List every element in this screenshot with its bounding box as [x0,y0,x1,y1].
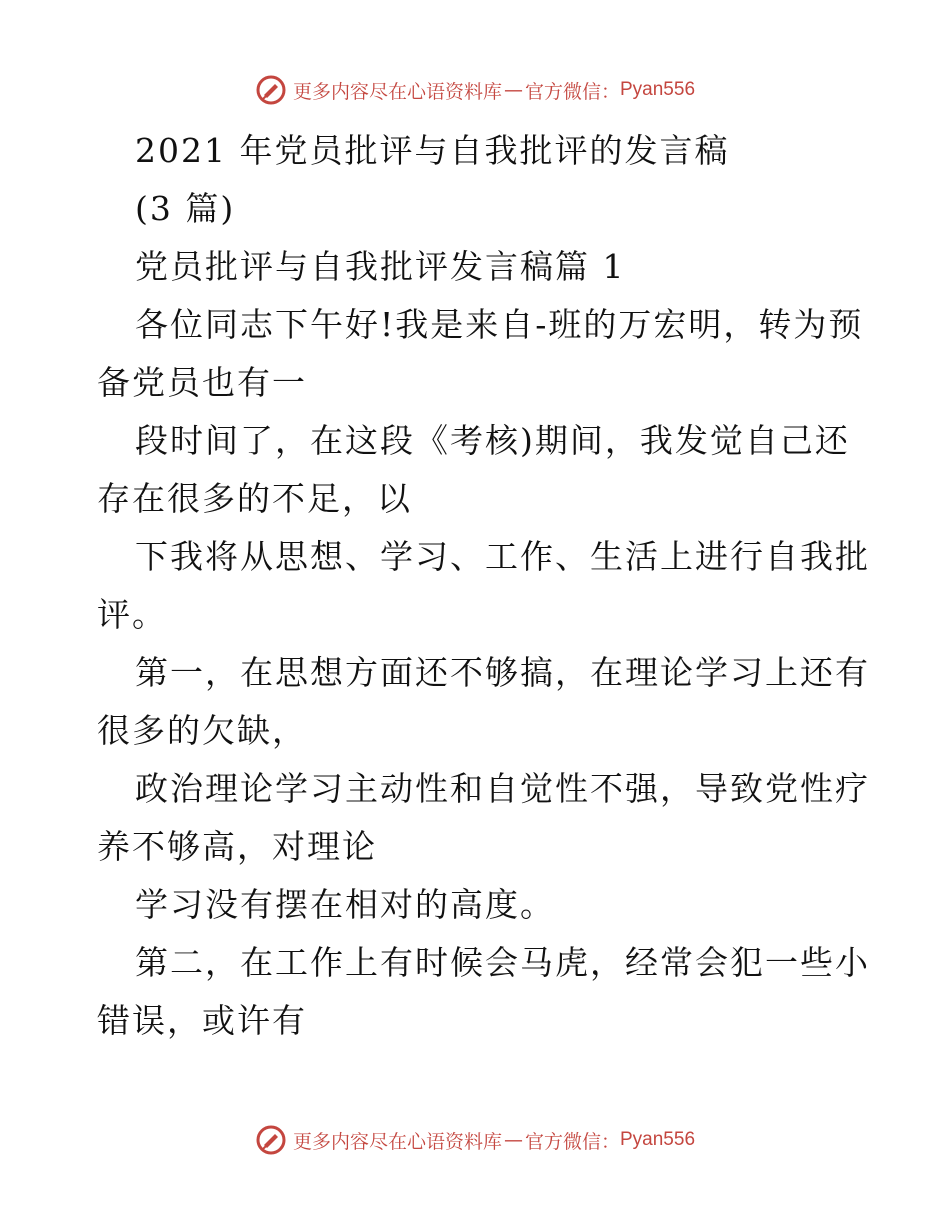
paragraph-line: 各位同志下午好!我是来自-班的万宏明，转为预 [135,305,864,344]
paragraph-line: 政治理论学习主动性和自觉性不强，导致党性疗 [135,769,870,808]
header-library-text: 更多内容尽在心语资料库 [292,80,502,103]
document-body [97,122,870,1050]
paragraph-line: 下我将从思想、学习、工作、生活上进行自我批 [135,537,870,576]
header-separator: — [503,79,523,101]
paragraph-line: 错误，或许有 [97,1001,307,1040]
paragraph-line: 很多的欠缺， [97,711,307,750]
paragraph-line: 第一，在思想方面还不够搞，在理论学习上还有 [135,653,870,692]
footer-wechat-label: 官方微信： [524,1130,620,1153]
paragraph-line: 学习没有摆在相对的高度。 [135,885,555,924]
document-title-line-2: (3 篇) [135,189,236,228]
paragraph-line: 评。 [97,595,167,634]
brand-logo-icon [255,1124,287,1156]
footer-separator: — [503,1129,523,1151]
paragraph-line: 第二，在工作上有时候会马虎，经常会犯一些小 [135,943,870,982]
header-wechat-id: Pyan556 [620,79,696,100]
footer-banner [0,1120,950,1160]
footer-library-text: 更多内容尽在心语资料库 [292,1130,502,1153]
section-heading: 党员批评与自我批评发言稿篇 1 [135,247,626,286]
paragraph-line: 养不够高，对理论 [97,827,377,866]
paragraph-line: 段时间了，在这段《考核)期间，我发觉自己还 [135,421,850,460]
paragraph-line: 存在很多的不足，以 [97,479,412,518]
brand-logo-icon [255,74,287,106]
footer-wechat-id: Pyan556 [620,1129,696,1150]
paragraph-line: 备党员也有一 [97,363,307,402]
header-banner [0,70,950,110]
document-title-line-1: 2021 年党员批评与自我批评的发言稿 [135,131,730,170]
header-wechat-label: 官方微信： [524,80,620,103]
